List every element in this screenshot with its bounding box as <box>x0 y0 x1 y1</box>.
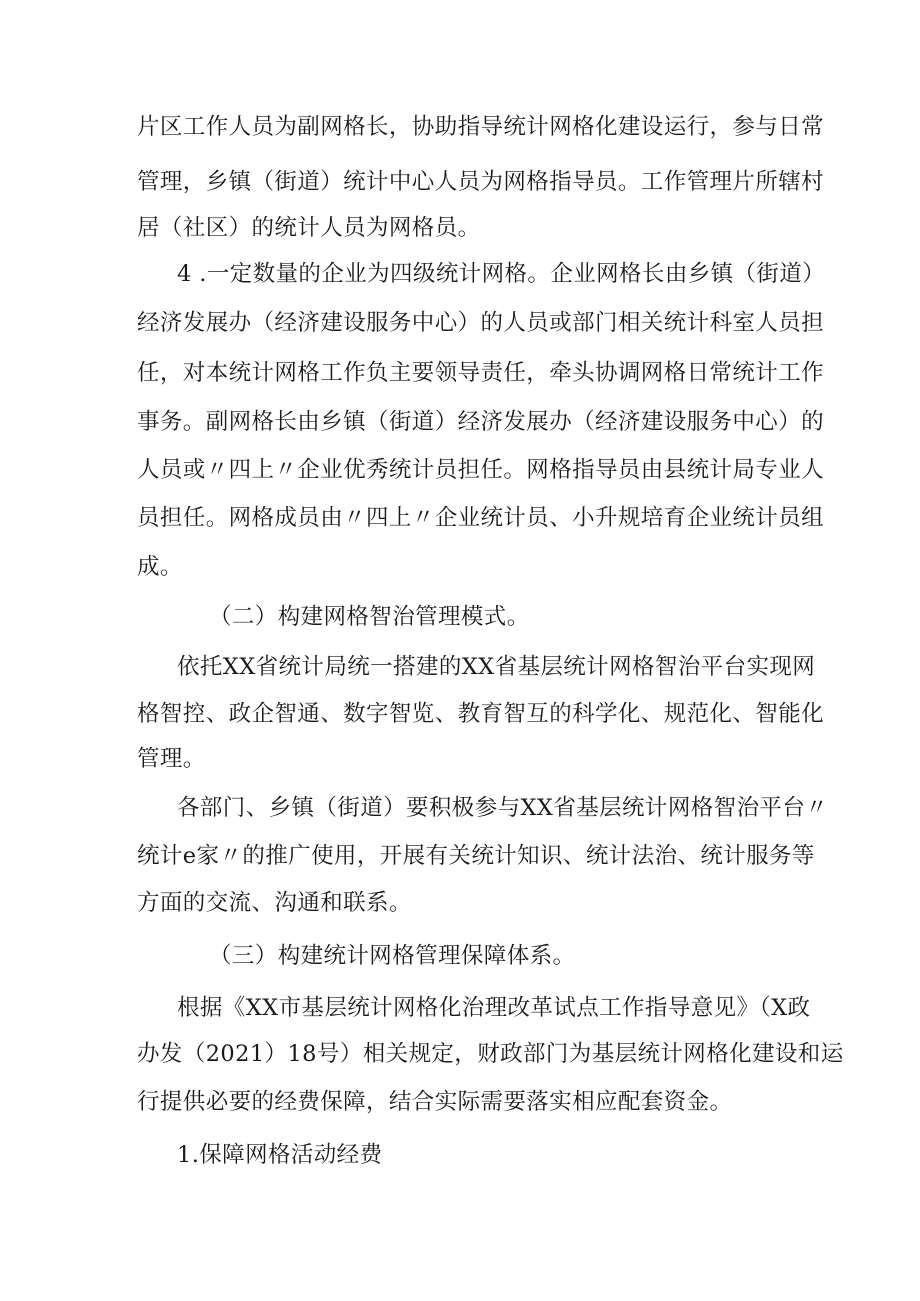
paragraph-line: 人员或〃四上〃企业优秀统计员担任。网格指导员由县统计局专业人 <box>137 457 825 483</box>
paragraph-line: 员担任。网格成员由〃四上〃企业统计员、小升规培育企业统计员组 <box>137 505 825 531</box>
section-heading: （二）构建网格智治管理模式。 <box>209 604 530 630</box>
paragraph-line: 各部门、乡镇（街道）要积极参与XX省基层统计网格智治平台〃 <box>177 795 829 821</box>
paragraph-line: 事务。副网格长由乡镇（街道）经济发展办（经济建设服务中心）的 <box>137 409 825 435</box>
paragraph-line: 经济发展办（经济建设服务中心）的人员或部门相关统计科室人员担 <box>137 310 825 336</box>
paragraph-line: 居（社区）的统计人员为网格员。 <box>137 215 481 241</box>
section-heading: （三）构建统计网格管理保障体系。 <box>209 943 576 969</box>
paragraph-line: 依托XX省统计局统一搭建的XX省基层统计网格智治平台实现网 <box>177 654 816 680</box>
paragraph-line: 管理，乡镇（街道）统计中心人员为网格指导员。工作管理片所辖村 <box>137 169 825 195</box>
paragraph-line: 格智控、政企智通、数字智览、教育智互的科学化、规范化、智能化 <box>137 701 825 727</box>
paragraph-line: 方面的交流、沟通和联系。 <box>137 890 412 916</box>
paragraph-line: 任，对本统计网格工作负主要领导责任，牵头协调网格日常统计工作 <box>137 360 825 386</box>
paragraph-line: 统计e家〃的推广使用，开展有关统计知识、统计法治、统计服务等 <box>137 843 815 869</box>
list-item-heading: 1.保障网格活动经费 <box>177 1142 383 1168</box>
paragraph-line: 根据《XX市基层统计网格化治理改革试点工作指导意见》（X政 <box>177 995 811 1021</box>
paragraph-line: 片区工作人员为副网格长，协助指导统计网格化建设运行，参与日常 <box>137 114 825 140</box>
paragraph-line: 办发（2021）18号）相关规定，财政部门为基层统计网格化建设和运 <box>137 1041 844 1067</box>
paragraph-line: 管理。 <box>137 746 206 772</box>
paragraph-line: 行提供必要的经费保障，结合实际需要落实相应配套资金。 <box>137 1089 733 1115</box>
paragraph-line: 4 .一定数量的企业为四级统计网格。企业网格长由乡镇（街道） <box>177 261 826 287</box>
paragraph-line: 成。 <box>137 554 183 580</box>
